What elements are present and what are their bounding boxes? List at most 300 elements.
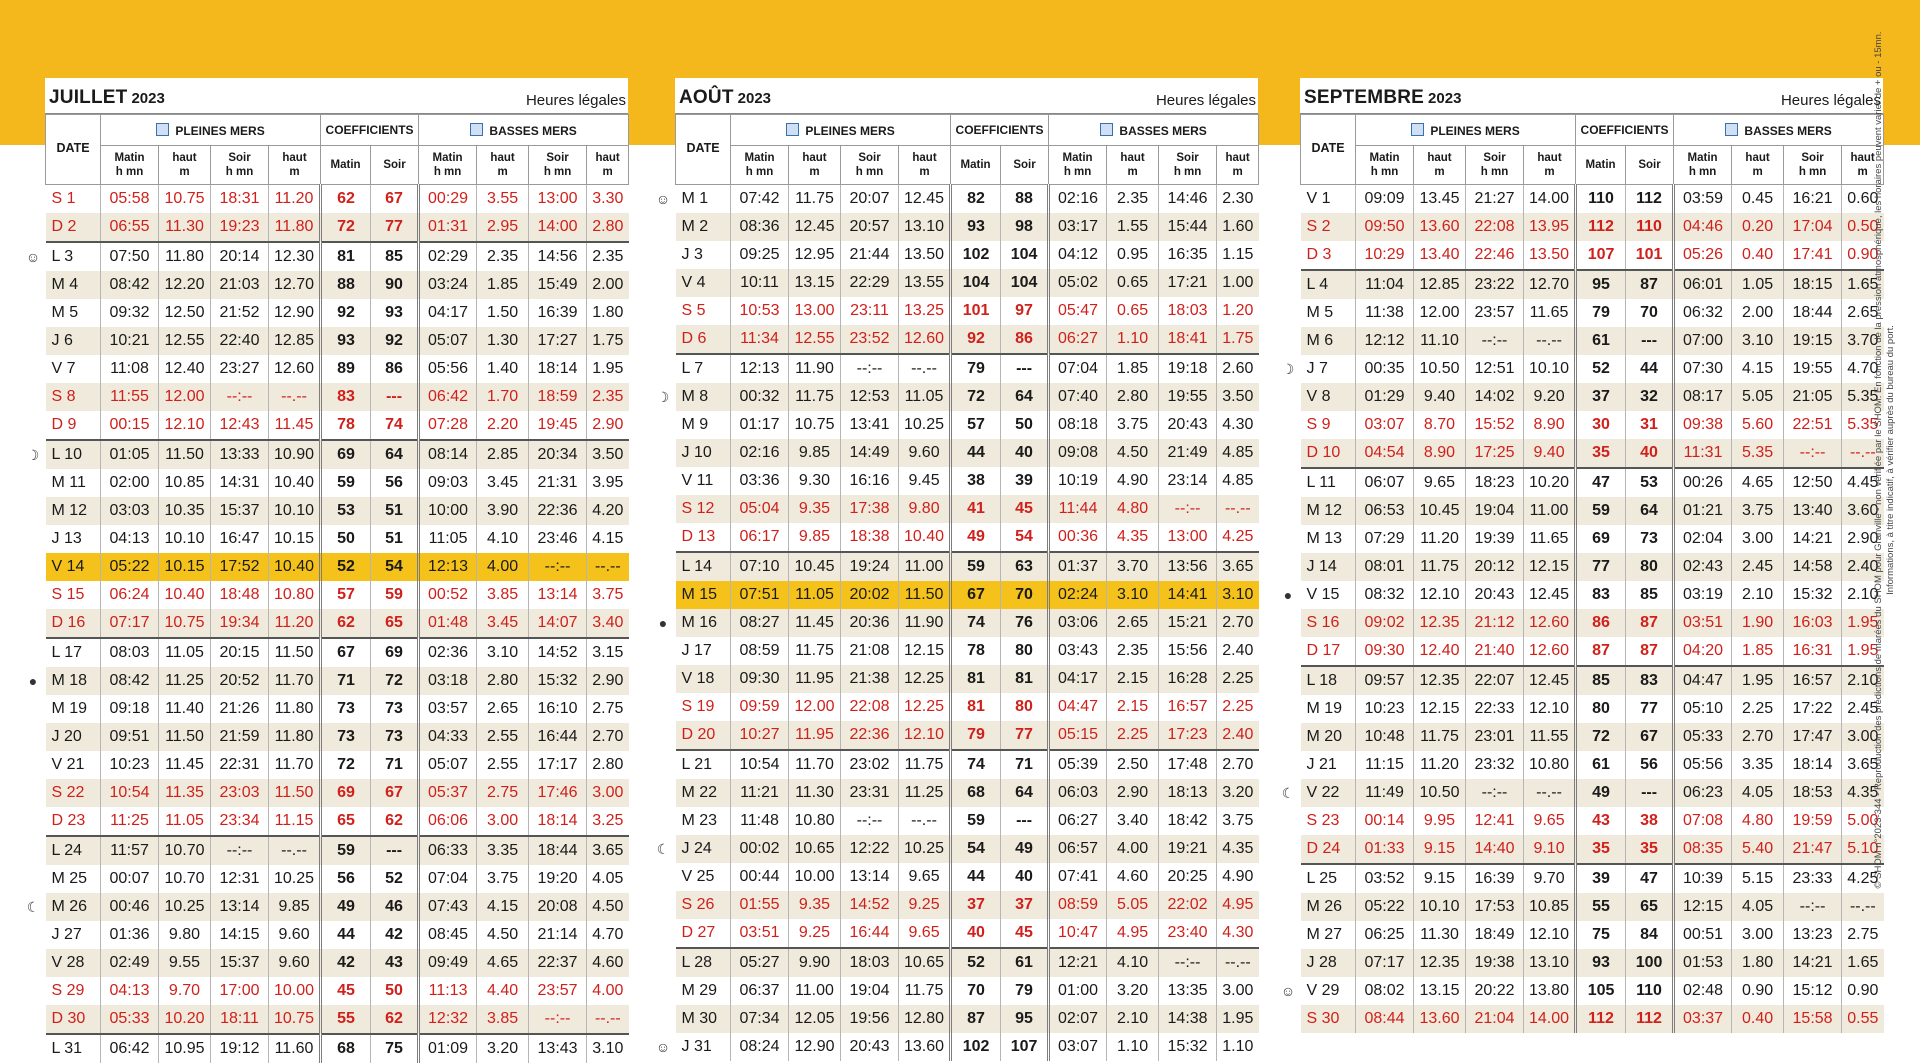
pleine-mer-soir-height: 9.65 xyxy=(899,863,951,891)
coef-soir: 65 xyxy=(1626,893,1674,921)
pleine-mer-matin-height: 10.50 xyxy=(1414,779,1466,807)
basse-mer-soir-time: 19:15 xyxy=(1784,327,1842,355)
pleine-mer-matin-time: 11:49 xyxy=(1356,779,1414,807)
tide-day-row xyxy=(46,836,629,865)
basse-mer-matin-time: 02:16 xyxy=(1049,185,1107,214)
day-label: M 30 xyxy=(676,1005,731,1033)
coef-matin: 59 xyxy=(951,552,1001,581)
pleine-mer-soir-height: 12.30 xyxy=(269,242,321,271)
coef-matin: 102 xyxy=(951,1033,1001,1061)
basse-mer-soir-height: 3.75 xyxy=(587,581,629,609)
basse-mer-matin-time: 09:49 xyxy=(419,949,477,977)
coef-matin: 49 xyxy=(321,893,371,921)
pleine-mer-matin-time: 08:01 xyxy=(1356,553,1414,581)
tide-day-row xyxy=(676,495,1259,523)
pleine-mer-matin-height: 12.10 xyxy=(159,411,211,440)
basse-mer-soir-height: 4.25 xyxy=(1217,523,1259,552)
pleine-mer-matin-height: 9.40 xyxy=(1414,383,1466,411)
pleine-mer-matin-time: 09:18 xyxy=(101,695,159,723)
day-label: M 29 xyxy=(676,977,731,1005)
pleine-mer-soir-time: 21:44 xyxy=(841,241,899,269)
pleine-mer-matin-time: 11:08 xyxy=(101,355,159,383)
basse-mer-soir-height: 2.80 xyxy=(587,213,629,242)
pleine-mer-soir-height: 13.25 xyxy=(899,297,951,325)
date-column-header: DATE xyxy=(46,115,101,185)
day-label: M 9 xyxy=(676,411,731,439)
tide-day-row xyxy=(676,750,1259,779)
tide-day-row xyxy=(1301,185,1884,214)
basse-mer-soir-time: 16:31 xyxy=(1784,637,1842,666)
pleine-mer-soir-height: 12.60 xyxy=(899,325,951,354)
day-label: S 29 xyxy=(46,977,101,1005)
pleine-mer-matin-time: 09:57 xyxy=(1356,666,1414,695)
basse-mer-soir-time: 13:00 xyxy=(529,185,587,214)
tide-day-row xyxy=(1301,468,1884,497)
basse-mer-matin-time: 00:29 xyxy=(419,185,477,214)
bm-soir-header-line2: h mn xyxy=(543,166,572,178)
tide-table xyxy=(675,114,1259,1061)
pleine-mer-matin-time: 00:15 xyxy=(101,411,159,440)
coef-soir: 77 xyxy=(1626,695,1674,723)
pleine-mer-soir-time: 13:41 xyxy=(841,411,899,439)
tide-day-row xyxy=(46,1005,629,1034)
pleine-mer-soir-height: 10.00 xyxy=(269,977,321,1005)
pleine-mer-matin-height: 9.35 xyxy=(789,891,841,919)
pm-soir-header xyxy=(1466,146,1524,185)
coef-matin: 82 xyxy=(951,185,1001,214)
pleine-mer-soir-time: 14:31 xyxy=(211,469,269,497)
tide-day-row xyxy=(676,297,1259,325)
coef-matin: 55 xyxy=(1576,893,1626,921)
basse-mer-matin-time: 03:07 xyxy=(1049,1033,1107,1061)
tide-day-row xyxy=(1301,411,1884,439)
pleine-mer-soir-height: 10.80 xyxy=(269,581,321,609)
date-column-header: DATE xyxy=(676,115,731,185)
basse-mer-soir-time: 15:12 xyxy=(1784,977,1842,1005)
day-label: D 16 xyxy=(46,609,101,638)
basse-mer-matin-time: 04:17 xyxy=(1049,665,1107,693)
day-label: J 7 xyxy=(1301,355,1356,383)
coef-soir: 51 xyxy=(371,497,419,525)
basse-mer-soir-time: 19:21 xyxy=(1159,835,1217,863)
basse-mer-matin-height: 5.05 xyxy=(1107,891,1159,919)
pleine-mer-soir-height: 11.45 xyxy=(269,411,321,440)
basse-mer-soir-time: 14:38 xyxy=(1159,1005,1217,1033)
basse-mer-matin-height: 3.00 xyxy=(1732,525,1784,553)
month-header xyxy=(675,78,1258,114)
coef-matin: 59 xyxy=(1576,497,1626,525)
coef-matin: 75 xyxy=(1576,921,1626,949)
coef-matin: 89 xyxy=(321,355,371,383)
basse-mer-soir-height: 3.75 xyxy=(1217,807,1259,835)
basse-mer-matin-time: 07:08 xyxy=(1674,807,1732,835)
tide-day-row xyxy=(46,638,629,667)
pleine-mer-matin-time: 10:23 xyxy=(1356,695,1414,723)
pleine-mer-matin-time: 08:44 xyxy=(1356,1005,1414,1033)
basse-mer-soir-height: 5.00 xyxy=(1842,807,1884,835)
basse-mer-soir-time: 13:23 xyxy=(1784,921,1842,949)
coef-soir: 77 xyxy=(371,213,419,242)
basse-mer-matin-height: 5.40 xyxy=(1732,835,1784,864)
pleine-mer-matin-time: 01:17 xyxy=(731,411,789,439)
coef-soir: 112 xyxy=(1626,185,1674,214)
basse-mer-matin-time: 03:17 xyxy=(1049,213,1107,241)
basse-mer-matin-time: 10:19 xyxy=(1049,467,1107,495)
pleine-mer-soir-time: 15:37 xyxy=(211,949,269,977)
pleine-mer-matin-time: 05:22 xyxy=(101,553,159,581)
coef-matin: 57 xyxy=(321,581,371,609)
basse-mer-matin-time: 05:39 xyxy=(1049,750,1107,779)
basse-mer-soir-time: 23:57 xyxy=(529,977,587,1005)
day-label: J 13 xyxy=(46,525,101,553)
pm-matin-height-header xyxy=(1414,146,1466,185)
basse-mer-soir-height: 1.15 xyxy=(1217,241,1259,269)
day-label: J 21 xyxy=(1301,751,1356,779)
tide-day-row xyxy=(676,891,1259,919)
basse-mer-soir-time: 19:18 xyxy=(1159,354,1217,383)
basse-mer-matin-height: 0.40 xyxy=(1732,1005,1784,1033)
day-label: V 21 xyxy=(46,751,101,779)
pleine-mer-matin-height: 10.25 xyxy=(159,893,211,921)
pleine-mer-soir-time: 22:08 xyxy=(1466,213,1524,241)
basse-mer-soir-time: 17:04 xyxy=(1784,213,1842,241)
pleine-mer-soir-time: 14:49 xyxy=(841,439,899,467)
basse-mer-matin-time: 11:31 xyxy=(1674,439,1732,468)
day-label: D 23 xyxy=(46,807,101,836)
pleine-mer-soir-time: 23:02 xyxy=(841,750,899,779)
basse-mer-matin-time: 05:47 xyxy=(1049,297,1107,325)
pleine-mer-soir-height: 10.40 xyxy=(269,553,321,581)
day-label: L 24 xyxy=(46,836,101,865)
coef-matin: 79 xyxy=(1576,299,1626,327)
day-label: J 20 xyxy=(46,723,101,751)
pleine-mer-matin-height: 13.40 xyxy=(1414,241,1466,270)
tide-day-row xyxy=(1301,270,1884,299)
bm-matin-height-header-line2: m xyxy=(497,166,508,178)
pleine-mer-matin-height: 11.25 xyxy=(159,667,211,695)
basse-mer-soir-height: 4.15 xyxy=(587,525,629,553)
coef-soir-header: Soir xyxy=(1001,146,1049,185)
pleine-mer-matin-time: 08:27 xyxy=(731,609,789,637)
pleine-mer-matin-time: 09:30 xyxy=(731,665,789,693)
coef-matin: 56 xyxy=(321,865,371,893)
pleine-mer-soir-height: 9.10 xyxy=(1524,835,1576,864)
basse-mer-matin-time: 06:33 xyxy=(419,836,477,865)
coef-soir: 72 xyxy=(371,667,419,695)
pleine-mer-soir-height: 11.05 xyxy=(899,383,951,411)
coef-matin-header: Matin xyxy=(321,146,371,185)
pleine-mer-matin-height: 11.75 xyxy=(1414,723,1466,751)
basse-mer-soir-height: 2.70 xyxy=(1217,750,1259,779)
tide-day-row xyxy=(46,185,629,214)
pleine-mer-matin-height: 8.70 xyxy=(1414,411,1466,439)
pleine-mer-matin-height: 9.85 xyxy=(789,523,841,552)
pm-soir-height-header-line1: haut xyxy=(912,152,937,164)
pleine-mer-matin-time: 05:22 xyxy=(1356,893,1414,921)
basse-mer-soir-time: 14:56 xyxy=(529,242,587,271)
pleine-mer-matin-time: 11:55 xyxy=(101,383,159,411)
coef-matin: 70 xyxy=(951,977,1001,1005)
pleine-mer-matin-time: 06:17 xyxy=(731,523,789,552)
coef-soir: --- xyxy=(1001,354,1049,383)
coef-soir: 107 xyxy=(1001,1033,1049,1061)
basse-mer-soir-time: 13:56 xyxy=(1159,552,1217,581)
basse-mer-soir-time: 14:21 xyxy=(1784,525,1842,553)
pleine-mer-soir-time: 19:04 xyxy=(841,977,899,1005)
pleine-mer-soir-time: 23:03 xyxy=(211,779,269,807)
basse-mer-matin-time: 03:06 xyxy=(1049,609,1107,637)
basse-mer-soir-time: 23:14 xyxy=(1159,467,1217,495)
coef-soir: 63 xyxy=(1001,552,1049,581)
pleine-mer-soir-height: 11.60 xyxy=(269,1034,321,1063)
coef-soir: 112 xyxy=(1626,1005,1674,1033)
coef-matin: 61 xyxy=(1576,751,1626,779)
coef-matin: 53 xyxy=(321,497,371,525)
tide-day-row xyxy=(1301,637,1884,666)
low-tide-square-icon xyxy=(1100,123,1113,136)
coef-soir: 49 xyxy=(1001,835,1049,863)
pleine-mer-matin-height: 11.30 xyxy=(159,213,211,242)
basse-mer-matin-time: 01:37 xyxy=(1049,552,1107,581)
day-label: L 17 xyxy=(46,638,101,667)
basse-mer-soir-height: 0.90 xyxy=(1842,977,1884,1005)
pleine-mer-soir-height: 11.20 xyxy=(269,185,321,214)
day-label: V 18 xyxy=(676,665,731,693)
basse-mer-soir-height: 2.40 xyxy=(1217,637,1259,665)
coef-soir: 86 xyxy=(371,355,419,383)
coef-soir: 71 xyxy=(371,751,419,779)
coef-matin: 102 xyxy=(951,241,1001,269)
pleine-mer-soir-height: --.-- xyxy=(899,354,951,383)
day-label: V 11 xyxy=(676,467,731,495)
basse-mer-soir-height: 5.10 xyxy=(1842,835,1884,864)
coef-matin: 30 xyxy=(1576,411,1626,439)
coef-soir: 104 xyxy=(1001,241,1049,269)
pleine-mer-soir-height: 11.00 xyxy=(899,552,951,581)
pm-matin-header-line1: Matin xyxy=(744,152,775,164)
pleine-mer-soir-time: 19:04 xyxy=(1466,497,1524,525)
coef-matin: 87 xyxy=(1576,637,1626,666)
pleine-mer-matin-time: 09:09 xyxy=(1356,185,1414,214)
basse-mer-matin-time: 12:13 xyxy=(419,553,477,581)
basse-mer-matin-height: 4.05 xyxy=(1732,779,1784,807)
basse-mer-soir-height: 2.90 xyxy=(1842,525,1884,553)
coef-matin: 86 xyxy=(1576,609,1626,637)
pleine-mer-matin-time: 01:36 xyxy=(101,921,159,949)
basse-mer-matin-height: 2.00 xyxy=(1732,299,1784,327)
basse-mer-soir-height: 3.95 xyxy=(587,469,629,497)
basse-mer-matin-time: 00:51 xyxy=(1674,921,1732,949)
pleine-mer-matin-time: 09:32 xyxy=(101,299,159,327)
day-label: M 25 xyxy=(46,865,101,893)
basse-mer-soir-height: 2.75 xyxy=(1842,921,1884,949)
basse-mer-matin-time: 08:59 xyxy=(1049,891,1107,919)
coef-soir: --- xyxy=(1626,327,1674,355)
pleine-mer-matin-time: 11:25 xyxy=(101,807,159,836)
basse-mer-soir-time: 18:15 xyxy=(1784,270,1842,299)
coef-soir: 87 xyxy=(1626,270,1674,299)
basse-mer-soir-height: 2.70 xyxy=(1217,609,1259,637)
pleine-mer-soir-height: 13.50 xyxy=(1524,241,1576,270)
pleine-mer-soir-time: 21:12 xyxy=(1466,609,1524,637)
pleines-mers-header xyxy=(101,115,321,146)
basse-mer-matin-height: 1.80 xyxy=(1732,949,1784,977)
basse-mer-soir-height: 4.30 xyxy=(1217,411,1259,439)
day-label: M 12 xyxy=(46,497,101,525)
basse-mer-soir-height: 4.30 xyxy=(1217,919,1259,948)
basse-mer-matin-height: 2.90 xyxy=(1107,779,1159,807)
coef-soir: 62 xyxy=(371,1005,419,1034)
coef-soir: 69 xyxy=(371,638,419,667)
pleine-mer-matin-height: 11.80 xyxy=(159,242,211,271)
bm-matin-header xyxy=(419,146,477,185)
pleine-mer-soir-height: 10.20 xyxy=(1524,468,1576,497)
pm-matin-header-line1: Matin xyxy=(114,152,145,164)
basse-mer-soir-time: 17:23 xyxy=(1159,721,1217,750)
pleine-mer-matin-height: 11.75 xyxy=(789,185,841,214)
basse-mer-matin-time: 01:00 xyxy=(1049,977,1107,1005)
basse-mer-soir-time: 18:41 xyxy=(1159,325,1217,354)
tide-day-row xyxy=(676,383,1259,411)
coef-soir: 54 xyxy=(371,553,419,581)
pleine-mer-matin-time: 10:48 xyxy=(1356,723,1414,751)
pleine-mer-matin-time: 10:54 xyxy=(101,779,159,807)
day-label: L 18 xyxy=(1301,666,1356,695)
coef-soir: 84 xyxy=(1626,921,1674,949)
bm-matin-height-header-line2: m xyxy=(1127,166,1138,178)
pm-soir-header xyxy=(211,146,269,185)
pleine-mer-matin-height: 12.05 xyxy=(789,1005,841,1033)
basse-mer-soir-time: 18:53 xyxy=(1784,779,1842,807)
day-label: J 31 xyxy=(676,1033,731,1061)
pleine-mer-soir-time: 20:36 xyxy=(841,609,899,637)
coef-matin: 83 xyxy=(321,383,371,411)
pleine-mer-matin-height: 11.30 xyxy=(789,779,841,807)
basse-mer-matin-height: 1.10 xyxy=(1107,325,1159,354)
basse-mer-soir-height: 4.50 xyxy=(587,893,629,921)
pleine-mer-soir-time: 22:40 xyxy=(211,327,269,355)
pleine-mer-soir-time: 18:03 xyxy=(841,948,899,977)
basse-mer-matin-time: 00:26 xyxy=(1674,468,1732,497)
basse-mer-soir-time: 19:59 xyxy=(1784,807,1842,835)
tide-day-row xyxy=(46,327,629,355)
pleine-mer-soir-height: 12.45 xyxy=(899,185,951,214)
tide-day-row xyxy=(676,185,1259,214)
pleine-mer-soir-height: 11.80 xyxy=(269,723,321,751)
basse-mer-matin-time: 08:14 xyxy=(419,440,477,469)
pleine-mer-soir-height: 9.80 xyxy=(899,495,951,523)
bm-soir-height-header xyxy=(1217,146,1259,185)
pm-soir-header-line2: h mn xyxy=(855,166,884,178)
pleine-mer-matin-time: 04:13 xyxy=(101,977,159,1005)
pleine-mer-matin-height: 12.50 xyxy=(159,299,211,327)
coef-matin: 38 xyxy=(951,467,1001,495)
basse-mer-matin-time: 02:04 xyxy=(1674,525,1732,553)
pleine-mer-soir-time: 21:08 xyxy=(841,637,899,665)
pleine-mer-matin-height: 9.55 xyxy=(159,949,211,977)
basse-mer-soir-time: 13:43 xyxy=(529,1034,587,1063)
pleine-mer-soir-time: 19:56 xyxy=(841,1005,899,1033)
basse-mer-matin-time: 05:56 xyxy=(1674,751,1732,779)
basse-mer-matin-height: 2.25 xyxy=(1107,721,1159,750)
basse-mer-matin-time: 05:07 xyxy=(419,751,477,779)
pleine-mer-soir-height: 12.25 xyxy=(899,693,951,721)
basse-mer-matin-height: 3.35 xyxy=(1732,751,1784,779)
coef-soir: 80 xyxy=(1001,693,1049,721)
day-label: S 26 xyxy=(676,891,731,919)
tide-day-row xyxy=(676,835,1259,863)
pm-soir-header-line2: h mn xyxy=(1480,166,1509,178)
day-label: V 15 xyxy=(1301,581,1356,609)
pleine-mer-matin-height: 12.45 xyxy=(789,213,841,241)
coef-soir: 50 xyxy=(1001,411,1049,439)
pleine-mer-matin-height: 11.95 xyxy=(789,665,841,693)
tide-day-row xyxy=(1301,355,1884,383)
coef-soir: 93 xyxy=(371,299,419,327)
day-label: M 18 xyxy=(46,667,101,695)
bm-soir-header-line2: h mn xyxy=(1798,166,1827,178)
pleine-mer-matin-time: 07:17 xyxy=(101,609,159,638)
pleine-mer-matin-height: 12.85 xyxy=(1414,270,1466,299)
basse-mer-matin-time: 11:13 xyxy=(419,977,477,1005)
month-card xyxy=(675,78,1258,1061)
basse-mer-soir-time: 18:03 xyxy=(1159,297,1217,325)
basse-mer-soir-height: 2.10 xyxy=(1842,581,1884,609)
day-label: J 14 xyxy=(1301,553,1356,581)
basse-mer-matin-height: 1.40 xyxy=(477,355,529,383)
pleine-mer-matin-time: 00:02 xyxy=(731,835,789,863)
coef-soir: 74 xyxy=(371,411,419,440)
pleine-mer-soir-time: 20:14 xyxy=(211,242,269,271)
basse-mer-matin-time: 03:18 xyxy=(419,667,477,695)
tide-day-row xyxy=(46,977,629,1005)
pm-matin-header-line2: h mn xyxy=(745,166,774,178)
day-label: J 6 xyxy=(46,327,101,355)
day-label: S 16 xyxy=(1301,609,1356,637)
day-label: M 5 xyxy=(1301,299,1356,327)
pleine-mer-soir-height: 10.15 xyxy=(269,525,321,553)
pleine-mer-matin-time: 07:42 xyxy=(731,185,789,214)
day-label: M 19 xyxy=(1301,695,1356,723)
pleine-mer-matin-time: 07:34 xyxy=(731,1005,789,1033)
coef-matin: 57 xyxy=(951,411,1001,439)
day-label: M 20 xyxy=(1301,723,1356,751)
tide-day-row xyxy=(46,865,629,893)
tide-day-row xyxy=(46,469,629,497)
pleine-mer-matin-height: 9.85 xyxy=(789,439,841,467)
pleine-mer-matin-time: 08:24 xyxy=(731,1033,789,1061)
pleine-mer-soir-height: 10.25 xyxy=(899,411,951,439)
coef-matin: 37 xyxy=(1576,383,1626,411)
basse-mer-matin-time: 00:52 xyxy=(419,581,477,609)
pleine-mer-soir-time: 15:52 xyxy=(1466,411,1524,439)
coef-matin: 79 xyxy=(951,721,1001,750)
pleine-mer-matin-height: 12.00 xyxy=(789,693,841,721)
basse-mer-matin-height: 4.00 xyxy=(477,553,529,581)
bm-soir-header-line1: Soir xyxy=(1176,152,1199,164)
pleine-mer-matin-height: 11.10 xyxy=(1414,327,1466,355)
basse-mer-soir-height: 1.20 xyxy=(1217,297,1259,325)
basse-mer-soir-time: 18:44 xyxy=(1784,299,1842,327)
basse-mer-matin-height: 3.20 xyxy=(1107,977,1159,1005)
coef-matin: 81 xyxy=(951,665,1001,693)
tide-day-row xyxy=(1301,1005,1884,1033)
day-label: V 4 xyxy=(676,269,731,297)
pleine-mer-matin-time: 08:42 xyxy=(101,271,159,299)
moon-phase-icon: ● xyxy=(28,673,38,689)
pleine-mer-soir-time: 22:29 xyxy=(841,269,899,297)
pleine-mer-matin-height: 10.40 xyxy=(159,581,211,609)
